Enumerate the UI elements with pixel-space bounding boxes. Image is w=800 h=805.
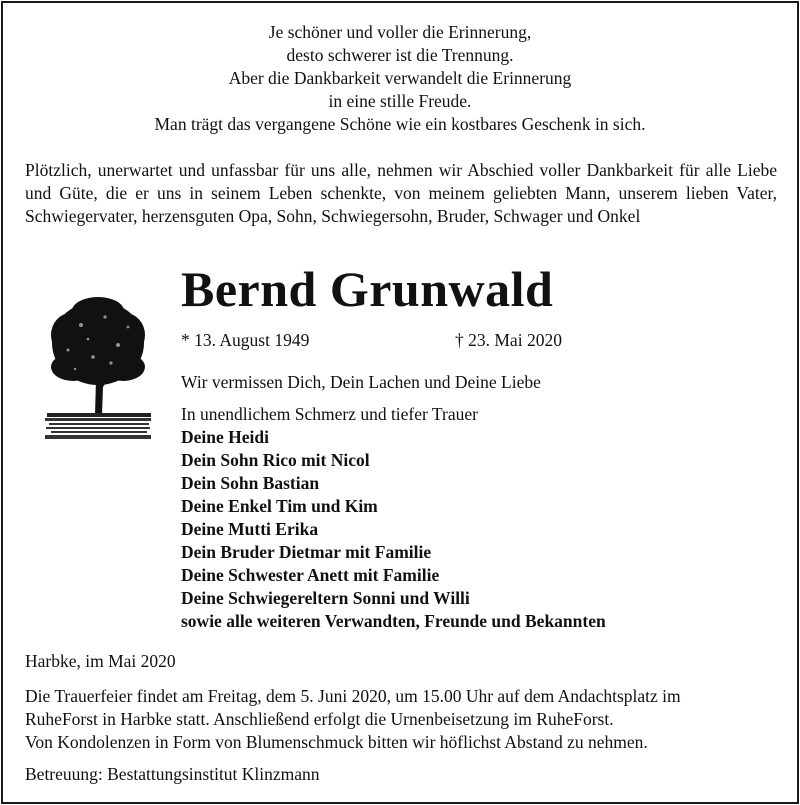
mourner-line: Deine Heidi xyxy=(181,427,269,447)
mourner-line: sowie alle weiteren Verwandten, Freunde und Bekannten xyxy=(181,611,606,631)
mourner-line: Deine Schwester Anett mit Familie xyxy=(181,565,440,585)
tree-icon xyxy=(43,295,153,445)
intro-text: Plötzlich, unerwartet und unfassbar für uns alle, nehmen wir Abschied voller Dankbarkeit für alle Liebe und Güte, die er uns in seinem Leben schenkte, von meinem geliebten Mann, unserem lieben Vater, Schwiegervater, herzensguten Opa, Sohn, Schwiegersohn, Bruder, Schwager und Onkel xyxy=(25,160,777,226)
mourner-line: Dein Sohn Rico mit Nicol xyxy=(181,450,370,470)
poem-line: in eine stille Freude. xyxy=(328,91,472,111)
death-date: † 23. Mai 2020 xyxy=(455,330,562,350)
poem-line: Man trägt das vergangene Schöne wie ein kostbares Geschenk in sich. xyxy=(154,114,646,134)
deceased-name: Bernd Grunwald xyxy=(181,261,554,317)
service-line: RuheForst in Harbke statt. Anschließend erfolgt die Urnenbeisetzung im RuheForst. xyxy=(25,709,614,729)
mourner-line: Deine Enkel Tim und Kim xyxy=(181,496,378,516)
service-info xyxy=(25,685,681,754)
mourner-line: Dein Bruder Dietmar mit Familie xyxy=(181,542,432,562)
poem-line: desto schwerer ist die Trennung. xyxy=(286,45,514,65)
mourners-block xyxy=(181,371,606,633)
poem-line: Je schöner und voller die Erinnerung, xyxy=(268,22,532,42)
missed-line: Wir vermissen Dich, Dein Lachen und Deine Liebe xyxy=(181,372,541,392)
mourner-line: Deine Schwiegereltern Sonni und Willi xyxy=(181,588,470,608)
mourner-line: Deine Mutti Erika xyxy=(181,519,319,539)
birth-date: * 13. August 1949 xyxy=(181,330,310,350)
place-date: Harbke, im Mai 2020 xyxy=(25,651,176,671)
mourner-line: Dein Sohn Bastian xyxy=(181,473,320,493)
grief-line: In unendlichem Schmerz und tiefer Trauer xyxy=(181,404,478,424)
service-line: Die Trauerfeier findet am Freitag, dem 5. Juni 2020, um 15.00 Uhr auf dem Andachtsplatz im xyxy=(25,686,681,706)
poem-line: Aber die Dankbarkeit verwandelt die Erinnerung xyxy=(228,68,572,88)
poem xyxy=(3,21,797,136)
service-line: Von Kondolenzen in Form von Blumenschmuck bitten wir höflichst Abstand zu nehmen. xyxy=(25,732,648,752)
funeral-home: Betreuung: Bestattungsinstitut Klinzmann xyxy=(25,764,320,784)
obituary-frame xyxy=(1,1,799,804)
